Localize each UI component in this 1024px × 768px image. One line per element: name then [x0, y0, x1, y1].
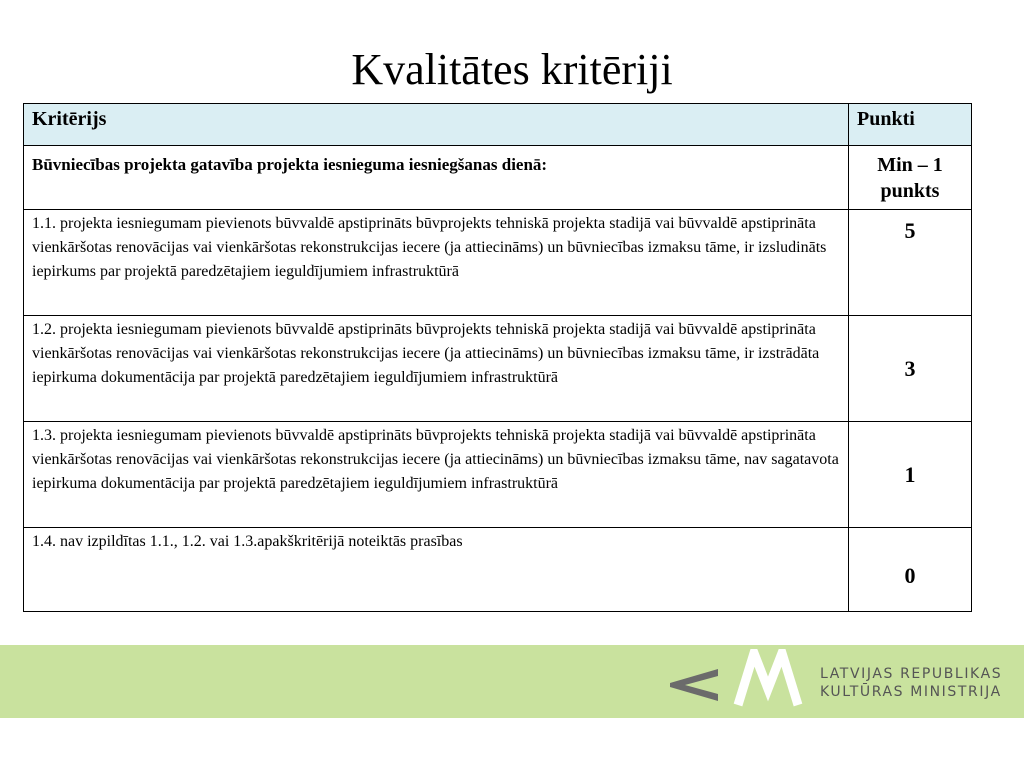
row-points: 1	[849, 422, 972, 528]
table-row	[24, 210, 972, 316]
table-section-row	[24, 146, 972, 210]
row-criterion: 1.4. nav izpildītas 1.1., 1.2. vai 1.3.apakškritērijā noteiktās prasības	[24, 528, 849, 612]
table-row	[24, 316, 972, 422]
section-points: Min – 1 punkts	[849, 146, 972, 210]
row-points: 3	[849, 316, 972, 422]
ministry-name-line1: LATVIJAS REPUBLIKAS	[820, 666, 1003, 682]
row-criterion: 1.2. projekta iesniegumam pievienots būvvaldē apstiprināts būvprojekts tehniskā projekta stadijā vai būvvaldē apstiprināta vienkāršotas renovācijas vai vienkāršotas rekonstrukcijas iecere (ja attiecināms) un būvniecības izmaksu tāme, ir izstrādāta iepirkuma dokumentācija par projektā paredzētajiem ieguldījumiem infrastruktūrā	[24, 316, 849, 422]
ministry-name	[820, 665, 1020, 701]
criteria-table	[23, 103, 972, 612]
table-row	[24, 422, 972, 528]
slide-title: Kvalitātes kritēriji	[351, 45, 673, 94]
header-criterion: Kritērijs	[24, 104, 849, 146]
arrow-chevron-icon	[670, 669, 718, 701]
ministry-lm-logo-icon	[668, 649, 808, 713]
table-row	[24, 528, 972, 612]
section-criterion: Būvniecības projekta gatavība projekta iesnieguma iesniegšanas dienā:	[24, 146, 849, 210]
ministry-name-line2: KULTŪRAS MINISTRIJA	[820, 684, 1002, 700]
table-header-row	[24, 104, 972, 146]
header-points: Punkti	[849, 104, 972, 146]
row-criterion: 1.1. projekta iesniegumam pievienots būvvaldē apstiprināts būvprojekts tehniskā projekta stadijā vai būvvaldē apstiprināta vienkāršotas renovācijas vai vienkāršotas rekonstrukcijas iecere (ja attiecināms) un būvniecības izmaksu tāme, ir izsludināts iepirkums par projektā paredzētajiem ieguldījumiem infrastruktūrā	[24, 210, 849, 316]
row-points: 0	[849, 528, 972, 612]
row-criterion: 1.3. projekta iesniegumam pievienots būvvaldē apstiprināts būvprojekts tehniskā projekta stadijā vai būvvaldē apstiprināta vienkāršotas renovācijas vai vienkāršotas rekonstrukcijas iecere (ja attiecināms) un būvniecības izmaksu tāme, nav sagatavota iepirkuma dokumentācija par projektā paredzētajiem ieguldījumiem infrastruktūrā	[24, 422, 849, 528]
row-points: 5	[849, 210, 972, 316]
m-letter-icon	[738, 653, 798, 705]
